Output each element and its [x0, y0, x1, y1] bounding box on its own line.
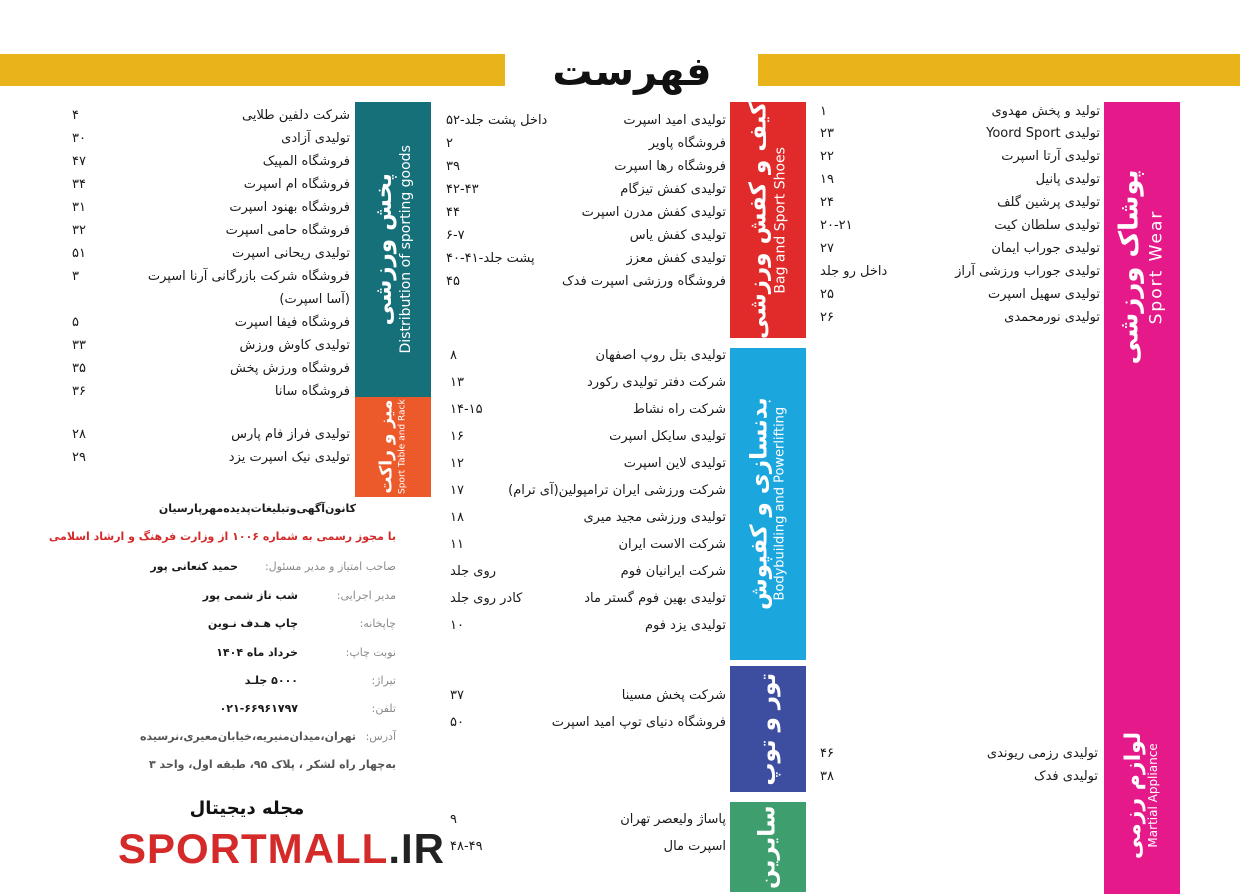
- agency-name: کانون‌آگهی‌وتبلیغات‌پدیده‌مهرپارسیان: [158, 502, 356, 515]
- sportmall-logo-main: SPORTMALL: [118, 825, 389, 872]
- credit-row: تلفن: ۰۲۱-۶۶۹۶۱۷۹۷: [219, 702, 396, 715]
- header-bar-right: [758, 54, 1240, 86]
- list-item: تولیدی پانیل ۱۹: [820, 172, 1100, 187]
- address: آدرس: تهران،میدان‌منیریه،خیابان‌معیری،نرسیده: [140, 730, 396, 743]
- list-item: تولیدی کفش یاس ۶-۷: [446, 228, 726, 243]
- list-item: فروشگاه شرکت بازرگانی آرنا اسپرت ۳: [72, 269, 350, 284]
- list-item: فروشگاه دنیای توپ امید اسپرت ۵۰: [450, 715, 726, 730]
- list-item: تولیدی Yoord Sport ۲۳: [820, 126, 1100, 141]
- bag-shoes-title: کیف و کفش ورزشی: [745, 101, 772, 339]
- list-item: فروشگاه بهنود اسپرت ۳۱: [72, 200, 350, 215]
- list-item: تولیدی سلطان کیت ۲۰-۲۱: [820, 218, 1100, 233]
- list-item: تولیدی نورمحمدی ۲۶: [820, 310, 1100, 325]
- address-line-2: به‌چهار راه لشکر ، پلاک ۹۵، طبقه اول، واحد ۳: [148, 758, 396, 771]
- list-item: فروشگاه پاویر ۲: [446, 136, 726, 151]
- sportmall-logo: [118, 822, 445, 876]
- sport-wear-title: پوشاک ورزشی: [1115, 169, 1146, 365]
- list-item: تولیدی لاین اسپرت ۱۲: [450, 456, 726, 471]
- distribution-title-en: Distribution of sporting goods: [398, 145, 415, 354]
- credit-row: صاحب امتیاز و مدیر مسئول: حمید کنعانی پور: [150, 560, 396, 573]
- sportmall-logo-tld: .IR: [388, 825, 445, 872]
- other-title: سایرین: [754, 805, 781, 889]
- credit-row: نوبت چاپ: خرداد ماه ۱۴۰۴: [216, 646, 396, 659]
- sport-wear-title-en: Sport Wear: [1146, 209, 1167, 325]
- list-item: فروشگاه ام اسپرت ۳۴: [72, 177, 350, 192]
- list-item: تولیدی جوراب ورزشی آراز داخل رو جلد: [820, 264, 1100, 279]
- table-rack-title: میز و راکت: [376, 400, 397, 494]
- header-bar-left: [0, 54, 505, 86]
- martial-title: لوازم رزمی: [1121, 731, 1147, 859]
- list-item: تولیدی فدک ۳۸: [820, 769, 1098, 784]
- list-item: تولیدی پرشین گلف ۲۴: [820, 195, 1100, 210]
- credit-row: تیراژ: ۵۰۰۰ جلـد: [244, 674, 396, 687]
- list-item: تولیدی بتل روپ اصفهان ۸: [450, 348, 726, 363]
- list-item: اسپرت مال ۴۸-۴۹: [450, 839, 726, 854]
- list-item: تولیدی ورزشی مجید میری ۱۸: [450, 510, 726, 525]
- list-item: تولیدی سهیل اسپرت ۲۵: [820, 287, 1100, 302]
- page-title: فهرست: [552, 49, 712, 95]
- credit-row: مدیر اجرایی: شب ناز شمی پور: [202, 589, 396, 602]
- list-item: تولیدی فراز فام پارس ۲۸: [72, 427, 350, 442]
- list-item: تولیدی بهین فوم گستر ماد کادر روی جلد: [450, 591, 726, 606]
- list-item: شرکت دفتر تولیدی رکورد ۱۳: [450, 375, 726, 390]
- list-item: فروشگاه فیفا اسپرت ۵: [72, 315, 350, 330]
- list-item: تولیدی نیک اسپرت یزد ۲۹: [72, 450, 350, 465]
- list-item: پاساژ ولیعصر تهران ۹: [450, 812, 726, 827]
- list-item: تولیدی رزمی ریوندی ۴۶: [820, 746, 1098, 761]
- list-item: شرکت ایرانیان فوم روی جلد: [450, 564, 726, 579]
- list-item: فروشگاه حامی اسپرت ۳۲: [72, 223, 350, 238]
- list-item: تولیدی کفش معزز پشت جلد-۴۱-۴۰: [446, 251, 726, 266]
- list-item: تولیدی کفش تیزگام ۴۲-۴۳: [446, 182, 726, 197]
- list-item: (آسا اسپرت): [279, 292, 350, 307]
- list-item: تولید و پخش مهدوی ۱: [820, 104, 1100, 119]
- list-item: شرکت دلفین طلایی ۴: [72, 108, 350, 123]
- list-item: شرکت پخش مسینا ۳۷: [450, 688, 726, 703]
- list-item: فروشگاه المپیک ۴۷: [72, 154, 350, 169]
- list-item: فروشگاه ورزشی اسپرت فدک ۴۵: [446, 274, 726, 289]
- magazine-label: مجله دیجیتال: [189, 798, 305, 819]
- list-item: شرکت راه نشاط ۱۴-۱۵: [450, 402, 726, 417]
- list-item: تولیدی جوراب ایمان ۲۷: [820, 241, 1100, 256]
- list-item: تولیدی کفش مدرن اسپرت ۴۴: [446, 205, 726, 220]
- net-ball-title: تور و توپ: [754, 672, 781, 786]
- list-item: شرکت ورزشی ایران ترامپولین(آی ترام) ۱۷: [450, 483, 726, 498]
- list-item: فروشگاه ورزش پخش ۳۵: [72, 361, 350, 376]
- list-item: تولیدی یزد فوم ۱۰: [450, 618, 726, 633]
- bodybuilding-title: بدنسازی و کفپوش: [746, 397, 773, 611]
- list-item: فروشگاه سانا ۳۶: [72, 384, 350, 399]
- list-item: تولیدی ریحانی اسپرت ۵۱: [72, 246, 350, 261]
- list-item: شرکت الاست ایران ۱۱: [450, 537, 726, 552]
- list-item: تولیدی امید اسپرت داخل پشت جلد-۵۲: [446, 113, 726, 128]
- list-item: تولیدی سایکل اسپرت ۱۶: [450, 429, 726, 444]
- distribution-title: پخش ورزشی: [370, 173, 397, 326]
- credit-row: چاپخانه: چاپ هـدف نـوین: [207, 617, 396, 630]
- list-item: تولیدی آرتا اسپرت ۲۲: [820, 149, 1100, 164]
- bag-shoes-title-en: Bag and Sport Shoes: [773, 146, 790, 294]
- list-item: تولیدی کاوش ورزش ۳۳: [72, 338, 350, 353]
- table-rack-title-en: Sport Table and Rack: [396, 399, 407, 495]
- martial-title-en: Martial Appliance: [1146, 742, 1161, 848]
- list-item: تولیدی آزادی ۳۰: [72, 131, 350, 146]
- list-item: فروشگاه رها اسپرت ۳۹: [446, 159, 726, 174]
- license-text: با مجوز رسمی به شماره ۱۰۰۶ از وزارت فرهنگ و ارشاد اسلامی: [48, 530, 396, 543]
- bodybuilding-title-en: Bodybuilding and Powerlifting: [772, 407, 788, 601]
